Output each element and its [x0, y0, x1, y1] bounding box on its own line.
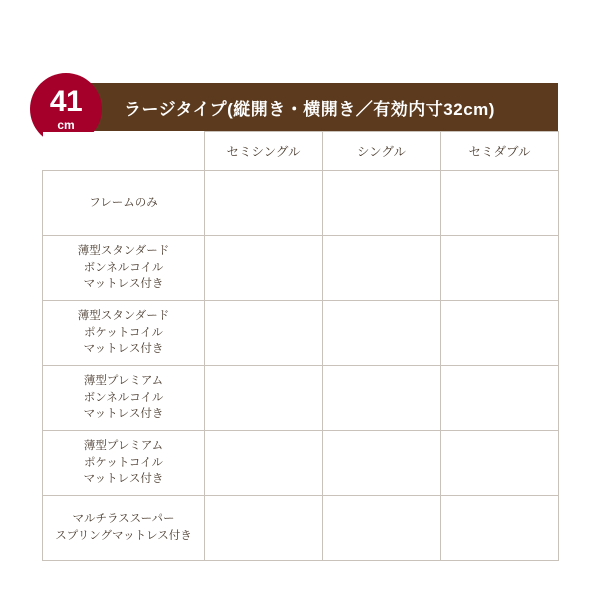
size-badge-unit: cm — [57, 118, 75, 132]
table-cell — [441, 301, 559, 366]
row-header-thin-premium-pocket — [43, 431, 205, 496]
column-header-single: シングル — [323, 132, 441, 171]
table-cell — [323, 431, 441, 496]
header-bar — [42, 83, 558, 131]
spec-table — [42, 131, 559, 561]
table-row — [43, 496, 559, 561]
row-label-line: 薄型スタンダード — [77, 244, 170, 257]
row-label-line: マルチラススーパー — [72, 513, 175, 526]
column-header-semi-single: セミシングル — [205, 132, 323, 171]
table-row — [43, 301, 559, 366]
table-cell — [205, 366, 323, 431]
row-label-line: スプリングマットレス付き — [55, 530, 192, 542]
table-cell — [205, 236, 323, 301]
table-cell — [441, 236, 559, 301]
table-body — [43, 171, 559, 561]
column-header-semi-double: セミダブル — [441, 132, 559, 171]
table-row — [43, 366, 559, 431]
table-row — [43, 171, 559, 236]
row-header-thin-standard-bonnell — [43, 236, 205, 301]
row-label-line: ポケットコイル — [83, 326, 164, 339]
table-cell — [323, 366, 441, 431]
table-cell — [441, 366, 559, 431]
row-label-line: 薄型プレミアム — [83, 439, 164, 452]
row-label-line: マットレス付き — [83, 473, 164, 486]
table-cell — [441, 496, 559, 561]
row-header-thin-premium-bonnell — [43, 366, 205, 431]
row-label-line: マットレス付き — [83, 278, 164, 291]
row-label-line: マットレス付き — [83, 343, 164, 356]
size-badge-number: 41 — [49, 85, 83, 118]
table-row — [43, 431, 559, 496]
row-header-thin-standard-pocket — [43, 301, 205, 366]
row-header-frame-only — [43, 171, 205, 236]
row-label-line: マットレス付き — [83, 408, 164, 421]
table-header — [43, 132, 559, 171]
table-cell — [323, 236, 441, 301]
table-cell — [441, 171, 559, 236]
row-label-line: ボンネルコイル — [83, 261, 164, 274]
table-cell — [205, 496, 323, 561]
spec-table-wrapper — [42, 131, 558, 561]
row-label-line: フレームのみ — [89, 196, 158, 209]
table-corner-cell — [43, 132, 205, 171]
table-cell — [323, 301, 441, 366]
table-cell — [205, 171, 323, 236]
row-label-line: ポケットコイル — [83, 456, 164, 469]
row-label-line: 薄型プレミアム — [83, 374, 164, 387]
table-cell — [323, 496, 441, 561]
table-cell — [323, 171, 441, 236]
row-label-line: ボンネルコイル — [83, 391, 164, 404]
table-cell — [205, 431, 323, 496]
table-header-row — [43, 132, 559, 171]
table-cell — [441, 431, 559, 496]
row-header-multilas-super-spring — [43, 496, 205, 561]
page-title: ラージタイプ(縦開き・横開き／有効内寸32cm) — [124, 99, 495, 119]
table-row — [43, 236, 559, 301]
table-cell — [205, 301, 323, 366]
row-label-line: 薄型スタンダード — [77, 309, 170, 322]
